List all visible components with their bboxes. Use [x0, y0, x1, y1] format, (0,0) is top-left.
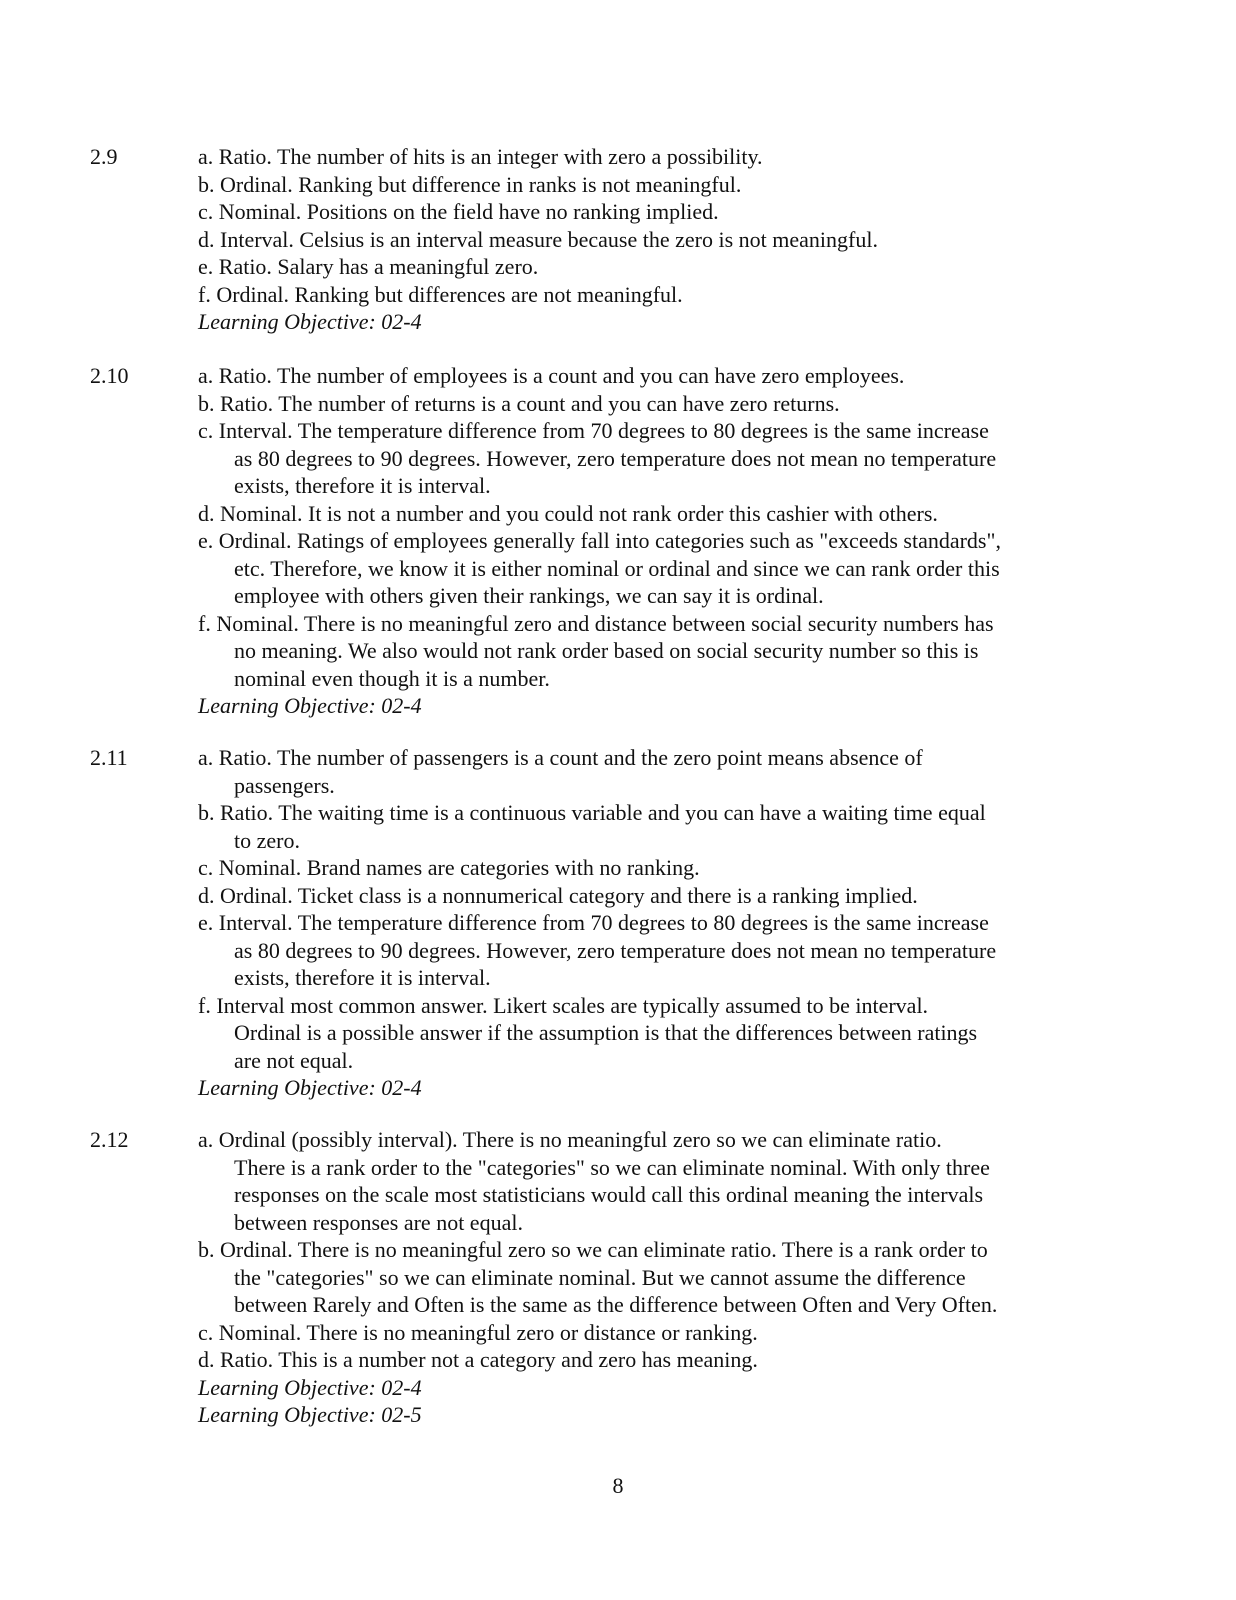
answer-continuation: to zero.: [234, 827, 300, 853]
answer-continuation: no meaning. We also would not rank order based on social security number so this is: [234, 638, 979, 663]
answer-continuation: nominal even though it is a number.: [234, 665, 550, 691]
answer-continuation: etc. Therefore, we know it is either nominal or ordinal and since we can rank order this: [234, 555, 1000, 581]
answer-list: [198, 143, 1078, 336]
answer-line: b. Ordinal. There is no meaningful zero so we can eliminate ratio. There is a rank order to: [198, 1237, 988, 1262]
answer-continuation: There is a rank order to the "categories" so we can eliminate nominal. With only three: [234, 1154, 990, 1180]
answer-line: a. Ordinal (possibly interval). There is no meaningful zero so we can eliminate ratio.: [198, 1127, 942, 1152]
answer-line: d. Ordinal. Ticket class is a nonnumerical category and there is a ranking implied.: [198, 882, 918, 908]
answer-continuation: passengers.: [234, 772, 335, 798]
answer-continuation: the "categories" so we can eliminate nominal. But we cannot assume the difference: [234, 1264, 966, 1290]
answer-line: d. Ratio. This is a number not a category and zero has meaning.: [198, 1347, 758, 1372]
answer-line: a. Ratio. The number of passengers is a count and the zero point means absence of: [198, 745, 923, 770]
answer-line: b. Ordinal. Ranking but difference in ranks is not meaningful.: [198, 171, 742, 197]
answer-line: f. Interval most common answer. Likert scales are typically assumed to be interval.: [198, 992, 929, 1018]
answer-list: [198, 1126, 1078, 1429]
page-number: 8: [612, 1473, 624, 1498]
answer-line: d. Interval. Celsius is an interval measure because the zero is not meaningful.: [198, 226, 878, 252]
answer-line: a. Ratio. The number of employees is a count and you can have zero employees.: [198, 363, 905, 388]
answer-continuation: are not equal.: [234, 1047, 354, 1073]
problem-number: 2.11: [90, 745, 128, 770]
learning-objective: Learning Objective: 02-4: [198, 1075, 422, 1100]
answer-line: b. Ratio. The number of returns is a count and you can have zero returns.: [198, 390, 840, 416]
answer-continuation: between responses are not equal.: [234, 1209, 523, 1235]
answer-continuation: exists, therefore it is interval.: [234, 965, 491, 990]
answer-line: d. Nominal. It is not a number and you could not rank order this cashier with others.: [198, 500, 938, 526]
answer-continuation: as 80 degrees to 90 degrees. However, zero temperature does not mean no temperature: [234, 445, 997, 471]
learning-objective: Learning Objective: 02-4: [198, 1374, 422, 1400]
answer-list: [198, 744, 1078, 1102]
answer-continuation: between Rarely and Often is the same as the difference between Often and Very Often.: [234, 1292, 998, 1317]
answer-line: c. Nominal. Brand names are categories with no ranking.: [198, 855, 700, 880]
answer-continuation: Ordinal is a possible answer if the assumption is that the differences between ratings: [234, 1020, 978, 1045]
answer-line: e. Ratio. Salary has a meaningful zero.: [198, 254, 539, 279]
answer-line: f. Ordinal. Ranking but differences are not meaningful.: [198, 281, 683, 307]
problem-number: 2.10: [90, 363, 129, 388]
answer-line: b. Ratio. The waiting time is a continuous variable and you can have a waiting time equal: [198, 800, 986, 825]
answer-line: e. Interval. The temperature difference from 70 degrees to 80 degrees is the same increase: [198, 910, 989, 935]
answer-continuation: employee with others given their rankings, we can say it is ordinal.: [234, 583, 824, 608]
learning-objective: Learning Objective: 02-4: [198, 309, 422, 334]
learning-objective: Learning Objective: 02-5: [198, 1402, 422, 1427]
answer-continuation: responses on the scale most statisticians would call this ordinal meaning the intervals: [234, 1182, 984, 1207]
problem-number: 2.12: [90, 1127, 129, 1152]
answer-line: c. Nominal. Positions on the field have no ranking implied.: [198, 199, 719, 224]
learning-objective: Learning Objective: 02-4: [198, 693, 422, 718]
answer-line: f. Nominal. There is no meaningful zero and distance between social security numbers has: [198, 610, 994, 636]
answer-line: a. Ratio. The number of hits is an integer with zero a possibility.: [198, 144, 763, 169]
answer-continuation: as 80 degrees to 90 degrees. However, zero temperature does not mean no temperature: [234, 937, 997, 963]
answer-line: e. Ordinal. Ratings of employees generally fall into categories such as "exceeds standards",: [198, 528, 1001, 553]
answer-line: c. Nominal. There is no meaningful zero or distance or ranking.: [198, 1319, 758, 1345]
answer-continuation: exists, therefore it is interval.: [234, 473, 491, 498]
answer-line: c. Interval. The temperature difference from 70 degrees to 80 degrees is the same increase: [198, 418, 989, 443]
answer-list: [198, 362, 1078, 720]
problem-number: 2.9: [90, 144, 118, 169]
